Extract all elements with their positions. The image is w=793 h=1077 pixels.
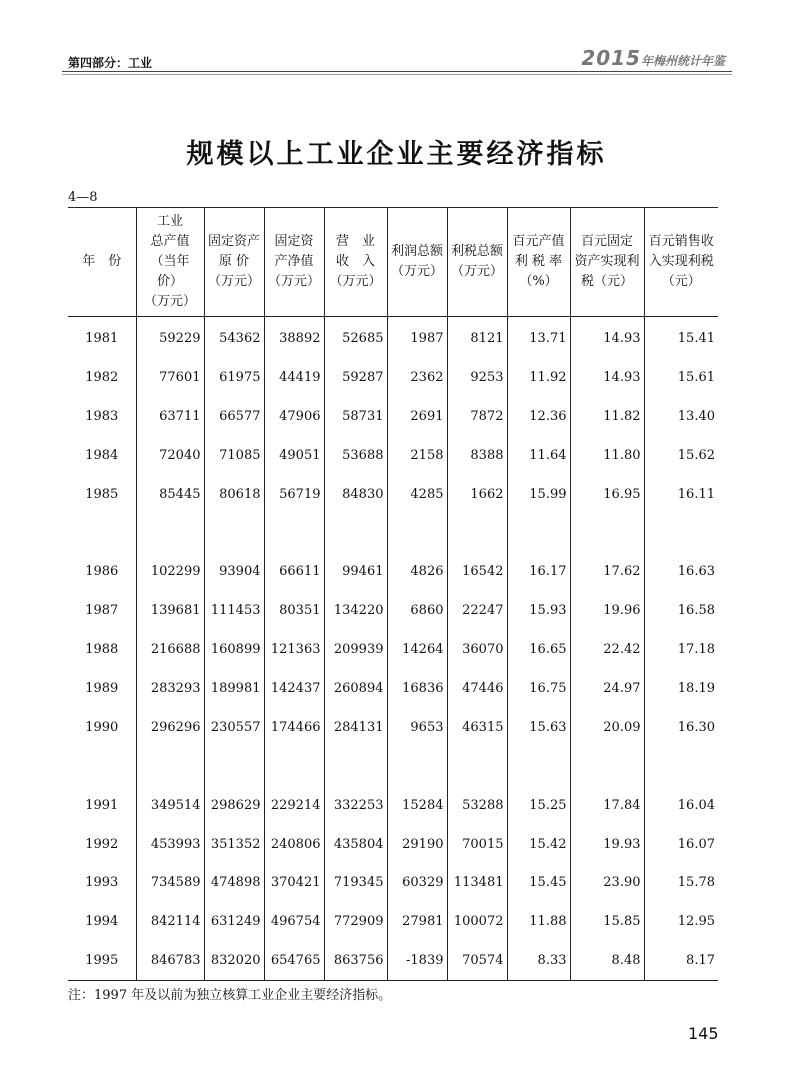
table-cell: 66577	[204, 397, 264, 436]
table-cell	[447, 513, 507, 552]
table-cell: 17.62	[570, 552, 644, 591]
table-cell: 59229	[136, 317, 204, 358]
table-row	[68, 552, 718, 591]
table-cell: 16836	[387, 669, 447, 708]
table-cell: 71085	[204, 436, 264, 475]
table-cell: 16.75	[507, 669, 570, 708]
year-cell: 1986	[85, 564, 119, 580]
table-cell: 16542	[447, 552, 507, 591]
table-cell: 46315	[447, 708, 507, 747]
table-cell: 209939	[324, 630, 387, 669]
table-cell: 85445	[136, 475, 204, 514]
table-cell: 77601	[136, 358, 204, 397]
table-body	[68, 317, 718, 981]
table-cell: 15.99	[507, 475, 570, 514]
table-cell: 15.63	[507, 708, 570, 747]
column-header: 百元产值 利 税 率 （%）	[507, 208, 570, 317]
table-cell: 60329	[387, 863, 447, 902]
table-cell: 38892	[264, 317, 324, 358]
table-row	[68, 941, 718, 980]
table-cell: 93904	[204, 552, 264, 591]
table-cell: 496754	[264, 902, 324, 941]
table-row	[68, 591, 718, 630]
table-cell: 16.17	[507, 552, 570, 591]
table-cell: 2691	[387, 397, 447, 436]
table-cell: 111453	[204, 591, 264, 630]
table-cell: 52685	[324, 317, 387, 358]
year-cell: 1981	[85, 330, 119, 346]
table-cell: 22247	[447, 591, 507, 630]
year-cell: 1987	[85, 603, 119, 619]
table-cell: 11.64	[507, 436, 570, 475]
table-cell: 4285	[387, 475, 447, 514]
section-header: 第四部分：工业	[68, 56, 153, 70]
table-cell: 16.63	[644, 552, 718, 591]
year-cell: 1985	[85, 486, 119, 502]
table-cell: 16.65	[507, 630, 570, 669]
table-cell: 121363	[264, 630, 324, 669]
table-cell: 16.58	[644, 591, 718, 630]
table-cell: 11.82	[570, 397, 644, 436]
table-row	[68, 630, 718, 669]
table-cell: 9253	[447, 358, 507, 397]
table-cell: 24.97	[570, 669, 644, 708]
year-cell: 1990	[85, 719, 119, 735]
table-cell: 8.17	[644, 941, 718, 980]
column-header: 利润总额 （万元）	[387, 208, 447, 317]
table-cell: 189981	[204, 669, 264, 708]
table-cell: 63711	[136, 397, 204, 436]
year-cell: 1982	[85, 369, 119, 385]
year-cell	[68, 513, 136, 552]
table-cell: -1839	[387, 941, 447, 980]
spacer-row	[68, 747, 718, 786]
year-cell: 1994	[85, 914, 119, 930]
table-cell: 654765	[264, 941, 324, 980]
year-cell	[68, 747, 136, 786]
table-cell: 240806	[264, 825, 324, 864]
table-cell: 102299	[136, 552, 204, 591]
year-cell: 1984	[85, 447, 119, 463]
table-cell	[264, 747, 324, 786]
table-cell	[570, 513, 644, 552]
table-cell: 80618	[204, 475, 264, 514]
table-cell: 229214	[264, 786, 324, 825]
table-cell	[136, 747, 204, 786]
table-cell: 17.84	[570, 786, 644, 825]
table-cell: 296296	[136, 708, 204, 747]
table-cell: 134220	[324, 591, 387, 630]
table-cell: 20.09	[570, 708, 644, 747]
table-cell: 332253	[324, 786, 387, 825]
table-cell	[644, 513, 718, 552]
table-cell: 284131	[324, 708, 387, 747]
year-cell: 1983	[85, 408, 119, 424]
table-cell	[204, 747, 264, 786]
page-number: 145	[688, 1024, 719, 1043]
table-cell	[136, 513, 204, 552]
table-cell: 12.95	[644, 902, 718, 941]
column-header: 工业 总产值 （当年价） （万元）	[136, 208, 204, 317]
table-cell: 719345	[324, 863, 387, 902]
table-cell: 59287	[324, 358, 387, 397]
table-cell	[324, 513, 387, 552]
table-cell: 15.85	[570, 902, 644, 941]
table-cell: 49051	[264, 436, 324, 475]
column-header: 百元固定 资产实现利 税（元）	[570, 208, 644, 317]
table-cell: 17.18	[644, 630, 718, 669]
table-cell: 283293	[136, 669, 204, 708]
table-cell: 23.90	[570, 863, 644, 902]
table-cell	[204, 513, 264, 552]
table-cell: 56719	[264, 475, 324, 514]
table-cell: 61975	[204, 358, 264, 397]
table-cell: 2362	[387, 358, 447, 397]
table-cell: 370421	[264, 863, 324, 902]
table-cell: 298629	[204, 786, 264, 825]
table-cell: 54362	[204, 317, 264, 358]
table-cell: 8.48	[570, 941, 644, 980]
year-cell: 1992	[85, 836, 119, 852]
table-cell: 16.11	[644, 475, 718, 514]
table-cell: 772909	[324, 902, 387, 941]
table-cell: 58731	[324, 397, 387, 436]
column-header: 固定资产 原 价 （万元）	[204, 208, 264, 317]
table-cell: 44419	[264, 358, 324, 397]
table-cell	[387, 513, 447, 552]
table-cell: 8.33	[507, 941, 570, 980]
table-cell: 11.92	[507, 358, 570, 397]
table-cell: 29190	[387, 825, 447, 864]
column-header: 营 业 收 入 （万元）	[324, 208, 387, 317]
yearbook-name: 年梅州统计年鉴	[640, 54, 725, 68]
year-cell: 1993	[85, 875, 119, 891]
year-cell: 1989	[85, 680, 119, 696]
table-header-row	[68, 208, 718, 317]
table-cell: 13.71	[507, 317, 570, 358]
table-row	[68, 397, 718, 436]
economic-indicators-table	[68, 207, 718, 981]
table-cell	[507, 747, 570, 786]
table-cell: 18.19	[644, 669, 718, 708]
table-cell: 113481	[447, 863, 507, 902]
table-cell: 160899	[204, 630, 264, 669]
table-cell: 13.40	[644, 397, 718, 436]
table-cell: 15284	[387, 786, 447, 825]
yearbook-year: 2015	[581, 46, 641, 70]
table-cell: 832020	[204, 941, 264, 980]
table-cell: 11.88	[507, 902, 570, 941]
table-cell: 4826	[387, 552, 447, 591]
table-row	[68, 902, 718, 941]
table-cell: 14.93	[570, 317, 644, 358]
table-cell: 15.45	[507, 863, 570, 902]
table-cell: 70574	[447, 941, 507, 980]
table-cell: 2158	[387, 436, 447, 475]
table-cell	[644, 747, 718, 786]
table-cell: 12.36	[507, 397, 570, 436]
table-cell: 15.42	[507, 825, 570, 864]
table-row	[68, 669, 718, 708]
table-row	[68, 825, 718, 864]
table-cell: 863756	[324, 941, 387, 980]
table-cell: 14.93	[570, 358, 644, 397]
table-cell: 474898	[204, 863, 264, 902]
table-cell: 15.61	[644, 358, 718, 397]
table-note: 注：1997 年及以前为独立核算工业企业主要经济指标。	[68, 988, 392, 1003]
table-cell: 846783	[136, 941, 204, 980]
table-cell: 349514	[136, 786, 204, 825]
table-cell: 16.04	[644, 786, 718, 825]
table-cell: 453993	[136, 825, 204, 864]
year-cell: 1995	[68, 941, 136, 980]
table-cell	[570, 747, 644, 786]
table-cell: 15.62	[644, 436, 718, 475]
table-code: 4—8	[68, 190, 98, 205]
table-cell: 16.07	[644, 825, 718, 864]
table-cell: 15.25	[507, 786, 570, 825]
table-row	[68, 863, 718, 902]
table-cell: 230557	[204, 708, 264, 747]
table-cell: 8388	[447, 436, 507, 475]
table-cell: 139681	[136, 591, 204, 630]
table-cell: 11.80	[570, 436, 644, 475]
table-cell: 142437	[264, 669, 324, 708]
table-cell: 47446	[447, 669, 507, 708]
table-cell: 72040	[136, 436, 204, 475]
table-cell: 15.41	[644, 317, 718, 358]
table-cell: 842114	[136, 902, 204, 941]
table-cell: 15.93	[507, 591, 570, 630]
table-cell: 216688	[136, 630, 204, 669]
header-rule	[62, 71, 732, 72]
table-cell	[387, 747, 447, 786]
table-cell: 19.93	[570, 825, 644, 864]
table-cell: 36070	[447, 630, 507, 669]
table-cell: 435804	[324, 825, 387, 864]
table-cell: 27981	[387, 902, 447, 941]
table-cell: 47906	[264, 397, 324, 436]
table-cell: 260894	[324, 669, 387, 708]
table-cell: 53688	[324, 436, 387, 475]
table-cell: 70015	[447, 825, 507, 864]
table-cell: 100072	[447, 902, 507, 941]
column-header: 年 份	[68, 208, 136, 317]
table-cell: 351352	[204, 825, 264, 864]
column-header: 固定资 产净值 （万元）	[264, 208, 324, 317]
table-cell	[324, 747, 387, 786]
table-cell	[264, 513, 324, 552]
page-title: 规模以上工业企业主要经济指标	[186, 139, 607, 170]
table-cell: 734589	[136, 863, 204, 902]
table-cell: 14264	[387, 630, 447, 669]
table-cell	[447, 747, 507, 786]
table-cell: 631249	[204, 902, 264, 941]
table-cell: 6860	[387, 591, 447, 630]
table-row	[68, 708, 718, 747]
table-cell: 99461	[324, 552, 387, 591]
table-cell: 15.78	[644, 863, 718, 902]
table-cell: 16.30	[644, 708, 718, 747]
table-cell	[507, 513, 570, 552]
column-header: 百元销售收 入实现利税 （元）	[644, 208, 718, 317]
yearbook-header	[581, 46, 725, 70]
table-cell: 174466	[264, 708, 324, 747]
table-cell: 53288	[447, 786, 507, 825]
table-row	[68, 436, 718, 475]
table-cell: 1662	[447, 475, 507, 514]
table-cell: 7872	[447, 397, 507, 436]
year-cell: 1991	[85, 797, 119, 813]
table-cell: 19.96	[570, 591, 644, 630]
table-cell: 80351	[264, 591, 324, 630]
table-cell: 16.95	[570, 475, 644, 514]
table-row	[68, 475, 718, 514]
table-cell: 22.42	[570, 630, 644, 669]
table-cell: 84830	[324, 475, 387, 514]
table-cell: 1987	[387, 317, 447, 358]
year-cell: 1988	[85, 642, 119, 658]
table-row	[68, 358, 718, 397]
spacer-row	[68, 513, 718, 552]
table-cell: 66611	[264, 552, 324, 591]
table-row	[68, 317, 718, 358]
header-rule-thin	[62, 74, 732, 75]
table-cell: 9653	[387, 708, 447, 747]
column-header: 利税总额 （万元）	[447, 208, 507, 317]
table-cell: 8121	[447, 317, 507, 358]
table-row	[68, 786, 718, 825]
